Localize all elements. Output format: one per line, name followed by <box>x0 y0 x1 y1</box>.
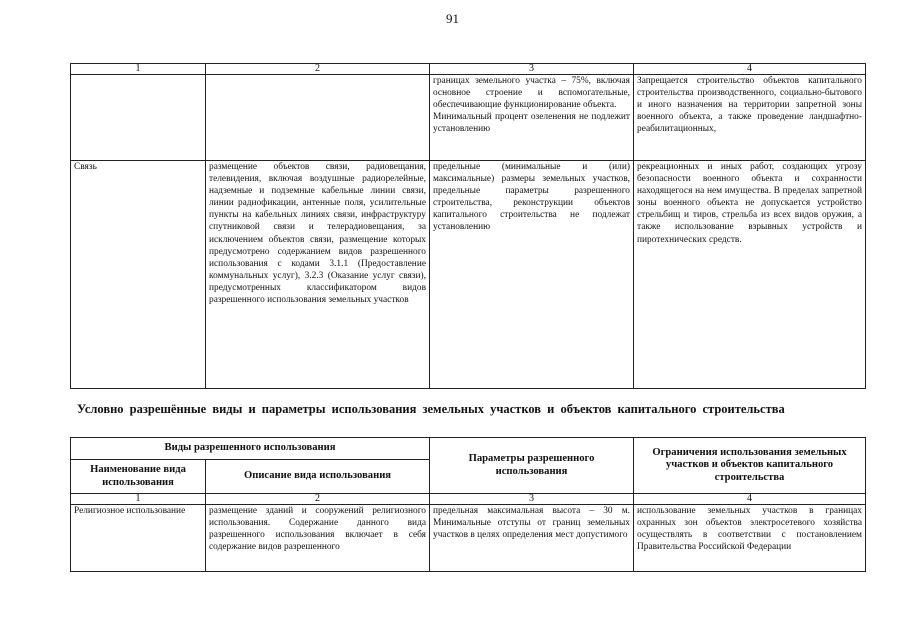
parameters-header: Параметры разрешенного использования <box>430 438 634 494</box>
use-name-header: Наименование вида использования <box>71 460 206 494</box>
page-number: 91 <box>446 11 459 26</box>
conditional-uses-table <box>70 437 866 572</box>
column-number: 4 <box>634 64 866 75</box>
parameters-cell <box>430 75 634 161</box>
header-row <box>71 438 866 460</box>
permitted-uses-table <box>70 63 866 389</box>
restrictions-cell: использование земельных участков в границах охранных зон объектов электросетевого хозяйства осуществлять в соответствии с постановлением Правительства Российской Федерации <box>634 505 866 572</box>
use-description-header: Описание вида использования <box>206 460 430 494</box>
restrictions-header: Ограничения использования земельных участков и объектов капитального строительства <box>634 438 866 494</box>
use-name-cell: Связь <box>71 161 206 389</box>
column-number: 3 <box>430 494 634 505</box>
column-number: 2 <box>206 494 430 505</box>
column-number: 3 <box>430 64 634 75</box>
column-number: 1 <box>71 64 206 75</box>
uses-group-header: Виды разрешенного использования <box>71 438 430 460</box>
column-number: 1 <box>71 494 206 505</box>
parameters-cell: предельные (минимальные и (или) максимальные) размеры земельных участков, предельные параметры разрешенного строительства, реконструкции объектов капитального строительства не подлежат установлению <box>430 161 634 389</box>
table-row <box>71 161 866 389</box>
use-description-cell: размещение объектов связи, радиовещания, телевидения, включая воздушные радиорелейные, надземные и подземные кабельные линии связи, линии радиофикации, антенные поля, усилительные пункты на кабельных линиях связи, инфраструктуру спутниковой связи и телерадиовещания, за исключением объектов связи, размещение которых предусмотрено содержанием видов разрешенного использования с кодами 3.1.1 (Предоставление коммунальных услуг), 3.2.3 (Оказание услуг связи), предусмотренных классификатором видов разрешенного использования земельных участков <box>206 161 430 389</box>
column-number: 2 <box>206 64 430 75</box>
parameters-text: Минимальный процент озеленения не подлежит установлению <box>433 112 630 135</box>
use-name-cell: Религиозное использование <box>71 505 206 572</box>
column-number-row <box>71 494 866 505</box>
restrictions-cell: рекреационных и иных работ, создающих угрозу безопасности военного объекта и сохранности находящегося на нем имущества. В пределах запретной зоны военного объекта не допускается устройство стрельбищ и тиров, стрельба из всех видов оружия, а также использование взрывных устройств и пиротехнических средств. <box>634 161 866 389</box>
column-number: 4 <box>634 494 866 505</box>
restrictions-cell: Запрещается строительство объектов капитального строительства производственного, социально-бытового и иного назначения на территории запретной зоны военного объекта, а также проведение ландшафтно-реабилитационных, <box>634 75 866 161</box>
use-description-cell: размещение зданий и сооружений религиозного использования. Содержание данного вида разрешенного использования включает в себя содержание видов разрешенного <box>206 505 430 572</box>
table-row <box>71 75 866 161</box>
table-row <box>71 505 866 572</box>
parameters-cell: предельная максимальная высота – 30 м. Минимальные отступы от границ земельных участков в целях определения мест допустимого <box>430 505 634 572</box>
column-number-row <box>71 64 866 75</box>
parameters-text: границах земельного участка – 75%, включая основное строение и вспомогательные, обеспечивающие функционирование объекта. <box>433 76 630 111</box>
use-name-cell <box>71 75 206 161</box>
use-description-cell <box>206 75 430 161</box>
section-heading: Условно разрешённые виды и параметры использования земельных участков и объектов капитального строительства <box>77 402 785 416</box>
